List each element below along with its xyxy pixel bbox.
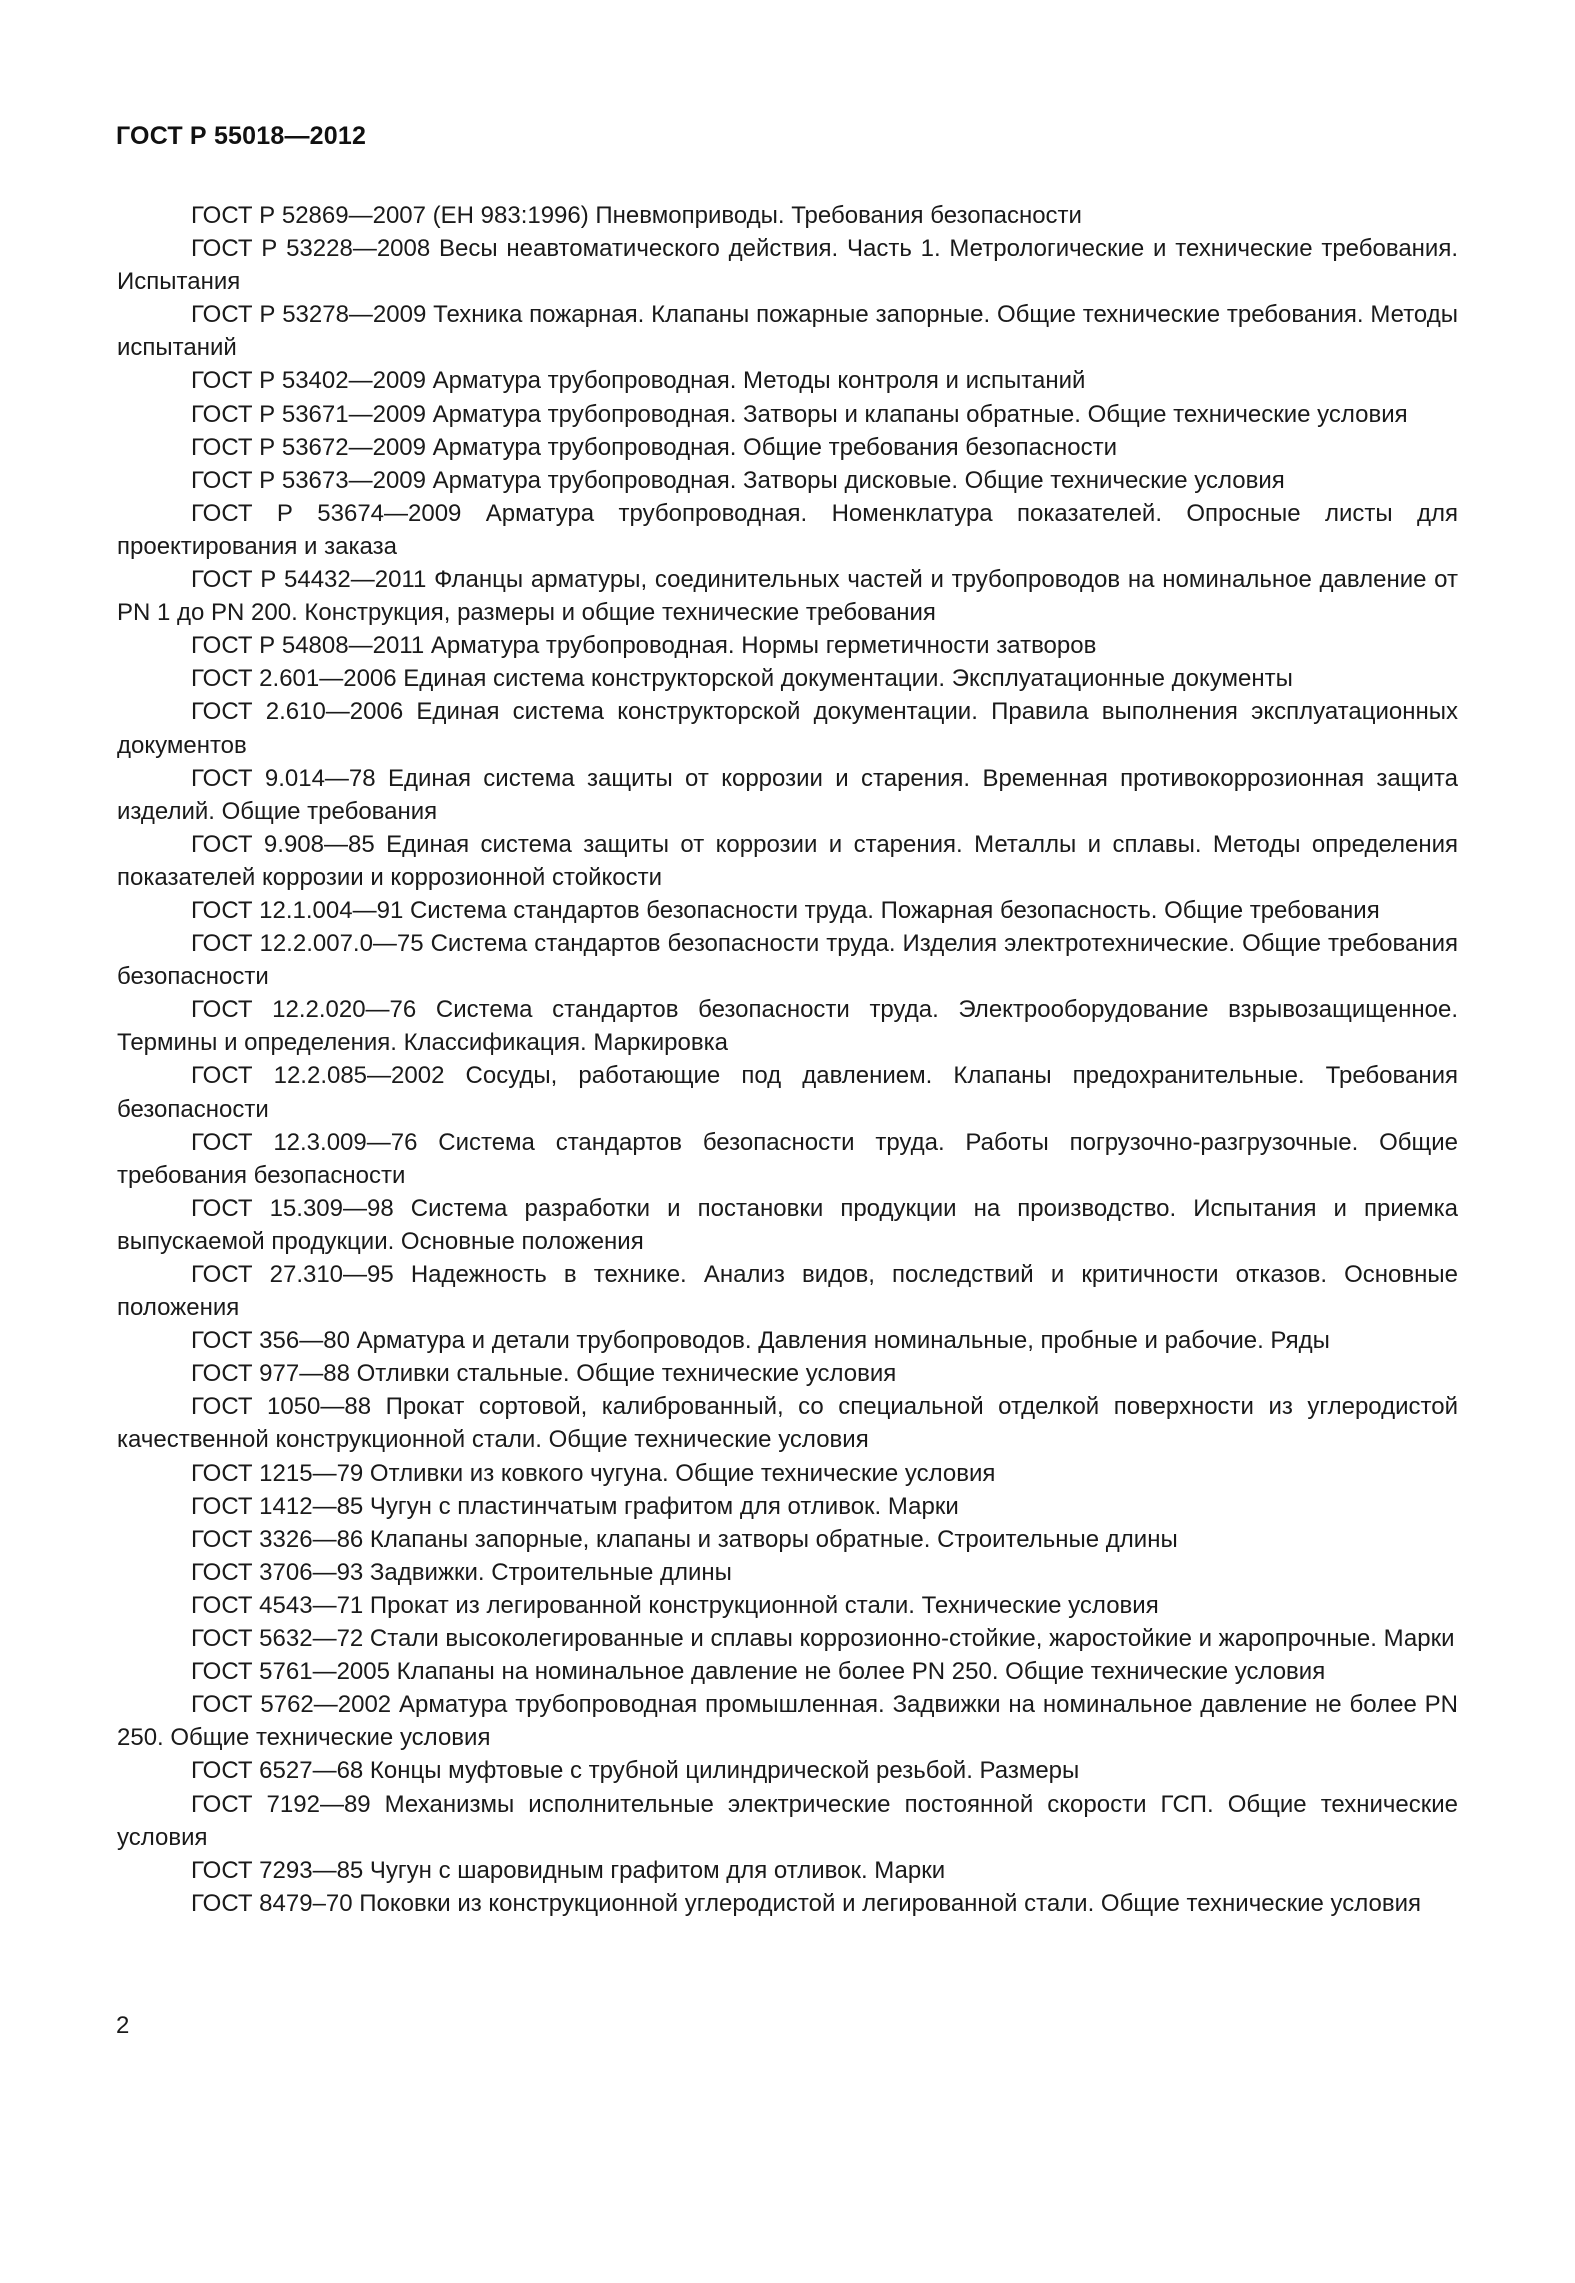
reference-item: ГОСТ 12.2.007.0—75 Система стандартов безопасности труда. Изделия электротехнические. Общие требования безопасности <box>117 930 1458 991</box>
reference-item: ГОСТ Р 53671—2009 Арматура трубопроводная. Затворы и клапаны обратные. Общие технические условия <box>191 400 1408 428</box>
reference-item: ГОСТ 2.610—2006 Единая система конструкторской документации. Правила выполнения эксплуатационных документов <box>117 698 1458 759</box>
reference-item: ГОСТ Р 53228—2008 Весы неавтоматического действия. Часть 1. Метрологические и технические требования. Испытания <box>117 235 1458 296</box>
reference-item: ГОСТ Р 53672—2009 Арматура трубопроводная. Общие требования безопасности <box>191 433 1118 461</box>
reference-item: ГОСТ 3326—86 Клапаны запорные, клапаны и затворы обратные. Строительные длины <box>191 1525 1178 1553</box>
reference-item: ГОСТ 356—80 Арматура и детали трубопроводов. Давления номинальные, пробные и рабочие. Ряды <box>191 1327 1330 1355</box>
reference-item: ГОСТ 4543—71 Прокат из легированной конструкционной стали. Технические условия <box>191 1591 1159 1619</box>
reference-item: ГОСТ 12.1.004—91 Система стандартов безопасности труда. Пожарная безопасность. Общие требования <box>191 896 1380 924</box>
reference-item: ГОСТ 1050—88 Прокат сортовой, калиброванный, со специальной отделкой поверхности из углеродистой качественной конструкционной стали. Общие технические условия <box>117 1393 1458 1454</box>
reference-item: ГОСТ 9.908—85 Единая система защиты от коррозии и старения. Металлы и сплавы. Методы определения показателей коррозии и коррозионной стойкости <box>117 830 1458 891</box>
reference-item: ГОСТ 6527—68 Концы муфтовые с трубной цилиндрической резьбой. Размеры <box>191 1757 1080 1785</box>
reference-item: ГОСТ 15.309—98 Система разработки и постановки продукции на производство. Испытания и приемка выпускаемой продукции. Основные положения <box>117 1194 1458 1255</box>
reference-item: ГОСТ 7293—85 Чугун с шаровидным графитом для отливок. Марки <box>191 1856 946 1884</box>
reference-item: ГОСТ 12.3.009—76 Система стандартов безопасности труда. Работы погрузочно-разгрузочные. Общие требования безопасности <box>117 1128 1458 1189</box>
reference-item: ГОСТ Р 52869—2007 (ЕН 983:1996) Пневмоприводы. Требования безопасности <box>191 202 1082 229</box>
reference-item: ГОСТ Р 53673—2009 Арматура трубопроводная. Затворы дисковые. Общие технические условия <box>191 466 1285 494</box>
reference-item: ГОСТ 1412—85 Чугун с пластинчатым графитом для отливок. Марки <box>191 1492 959 1520</box>
reference-item: ГОСТ 8479–70 Поковки из конструкционной углеродистой и легированной стали. Общие технические условия <box>191 1889 1421 1917</box>
reference-item: ГОСТ Р 53278—2009 Техника пожарная. Клапаны пожарные запорные. Общие технические требования. Методы испытаний <box>117 301 1458 362</box>
reference-item: ГОСТ 27.310—95 Надежность в технике. Анализ видов, последствий и критичности отказов. Основные положения <box>117 1261 1458 1322</box>
reference-item: ГОСТ 5762—2002 Арматура трубопроводная промышленная. Задвижки на номинальное давление не более PN 250. Общие технические условия <box>117 1691 1458 1752</box>
reference-item: ГОСТ Р 53674—2009 Арматура трубопроводная. Номенклатура показателей. Опросные листы для проектирования и заказа <box>117 499 1458 560</box>
reference-item: ГОСТ 977—88 Отливки стальные. Общие технические условия <box>191 1360 897 1388</box>
reference-item: ГОСТ 3706—93 Задвижки. Строительные длины <box>191 1558 732 1586</box>
reference-item: ГОСТ 5761—2005 Клапаны на номинальное давление не более PN 250. Общие технические условия <box>191 1658 1326 1686</box>
reference-item: ГОСТ Р 54808—2011 Арматура трубопроводная. Нормы герметичности затворов <box>191 632 1097 660</box>
reference-list <box>117 199 1458 1920</box>
reference-item: ГОСТ 1215—79 Отливки из ковкого чугуна. Общие технические условия <box>191 1459 996 1487</box>
reference-item: ГОСТ 12.2.085—2002 Сосуды, работающие под давлением. Клапаны предохранительные. Требования безопасности <box>117 1062 1458 1123</box>
page-number: 2 <box>116 2012 130 2039</box>
reference-item: ГОСТ 2.601—2006 Единая система конструкторской документации. Эксплуатационные документы <box>191 665 1293 693</box>
reference-item: ГОСТ 12.2.020—76 Система стандартов безопасности труда. Электрооборудование взрывозащищенное. Термины и определения. Классификация. Маркировка <box>117 996 1458 1057</box>
page-header: ГОСТ Р 55018—2012 <box>116 122 367 150</box>
reference-item: ГОСТ 9.014—78 Единая система защиты от коррозии и старения. Временная противокоррозионная защита изделий. Общие требования <box>117 764 1458 825</box>
reference-item: ГОСТ Р 54432—2011 Фланцы арматуры, соединительных частей и трубопроводов на номинальное давление от PN 1 до PN 200. Конструкция, размеры и общие технические требования <box>117 566 1458 627</box>
reference-item: ГОСТ 7192—89 Механизмы исполнительные электрические постоянной скорости ГСП. Общие технические условия <box>117 1790 1458 1851</box>
reference-item: ГОСТ 5632—72 Стали высоколегированные и сплавы коррозионно-стойкие, жаростойкие и жаропрочные. Марки <box>191 1625 1455 1653</box>
reference-item: ГОСТ Р 53402—2009 Арматура трубопроводная. Методы контроля и испытаний <box>191 367 1086 395</box>
